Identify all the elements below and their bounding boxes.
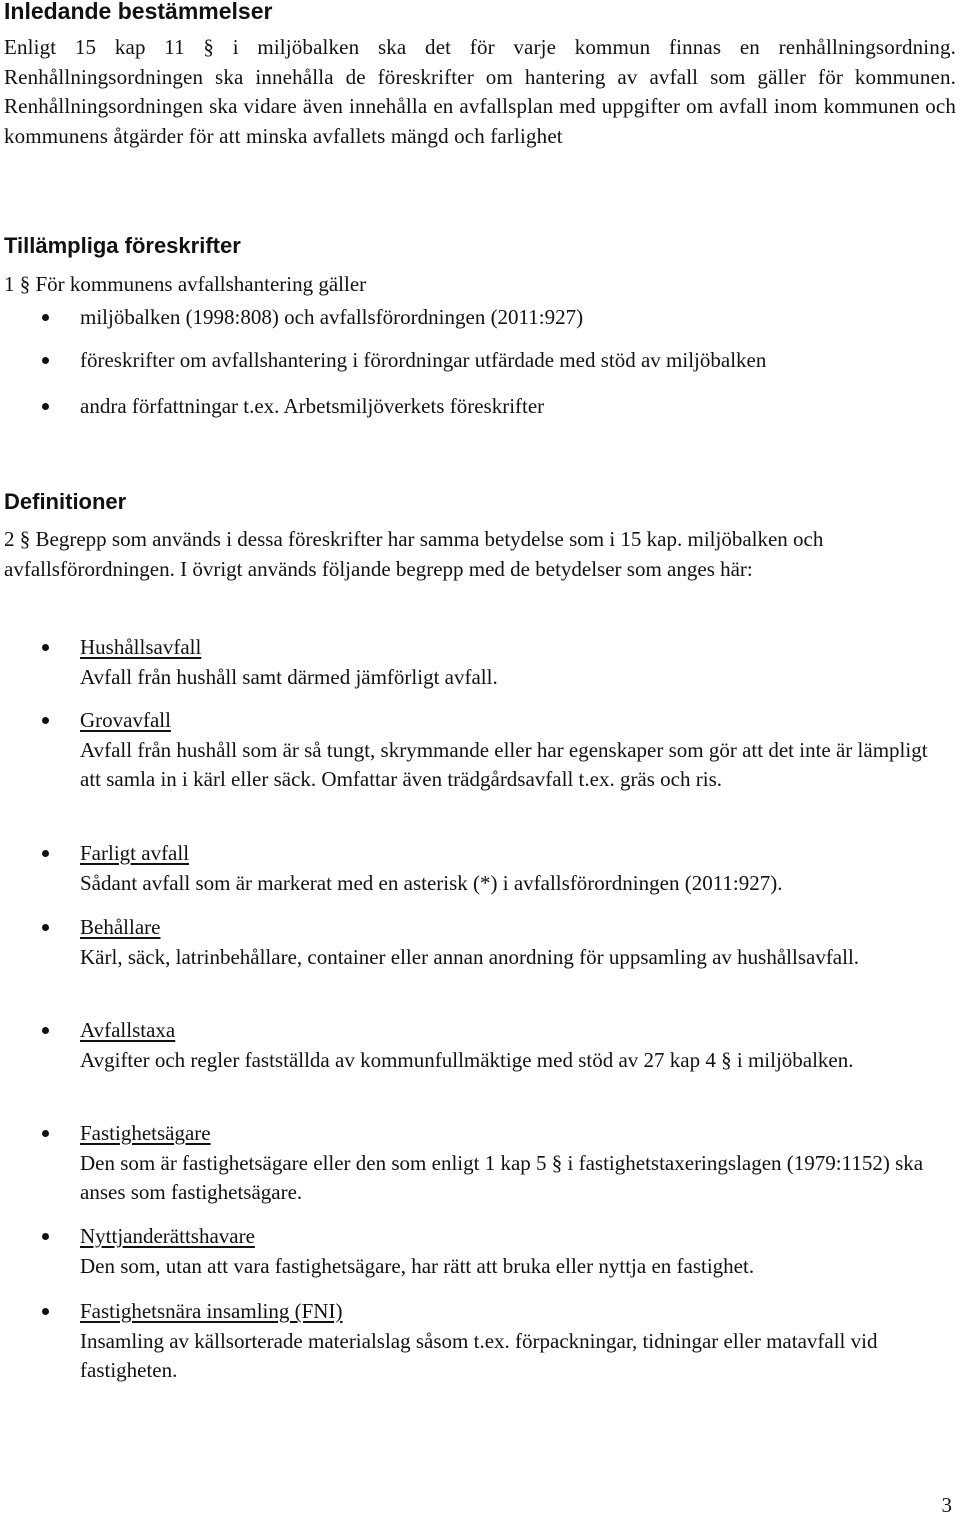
bullet-icon — [42, 1233, 49, 1240]
definition-text: Sådant avfall som är markerat med en asterisk (*) i avfallsförordningen (2011:927). — [80, 870, 783, 895]
bullet-icon — [42, 403, 49, 410]
section-heading-definitions: Definitioner — [4, 489, 127, 514]
applicable-lead: 1 § För kommunens avfallshantering gäller — [4, 272, 367, 296]
definition-term: Fastighetsägare — [80, 1121, 211, 1145]
bullet-icon — [42, 644, 49, 651]
bullet-icon — [42, 357, 49, 364]
definition-term: Grovavfall — [80, 708, 171, 732]
definition-term: Hushållsavfall — [80, 635, 202, 659]
list-item-text: andra författningar t.ex. Arbetsmiljöverkets föreskrifter — [80, 394, 545, 418]
bullet-icon — [42, 314, 49, 321]
definition-term: Behållare — [80, 915, 161, 939]
list-item-text: miljöbalken (1998:808) och avfallsförordningen (2011:927) — [80, 305, 584, 329]
definition-text: Kärl, säck, latrinbehållare, container eller annan anordning för uppsamling av hushållsavfall. — [80, 944, 860, 969]
bullet-icon — [42, 717, 49, 724]
bullet-icon — [42, 1308, 49, 1315]
definition-text: Den som är fastighetsägare eller den som enligt 1 kap 5 § i fastighetstaxeringslagen (1979:1152) ska anses som fastighetsägare. — [80, 1150, 924, 1204]
bullet-icon — [42, 924, 49, 931]
bullet-icon — [42, 1130, 49, 1137]
bullet-icon — [42, 850, 49, 857]
definition-text: Avfall från hushåll som är så tungt, skrymmande eller har egenskaper som gör att det inte är lämpligt att samla in i kärl eller säck. Omfattar även trädgårdsavfall t.ex. gräs och ris. — [80, 737, 928, 791]
definition-term: Farligt avfall — [80, 841, 190, 865]
definition-text: Insamling av källsorterade materialslag såsom t.ex. förpackningar, tidningar eller matavfall vid fastigheten. — [80, 1328, 878, 1382]
bullet-icon — [42, 1027, 49, 1034]
definitions-lead: 2 § Begrepp som används i dessa föreskrifter har samma betydelse som i 15 kap. miljöbalken och avfallsförordningen. I övrigt används följande begrepp med de betydelser som anges här: — [4, 527, 824, 581]
intro-paragraph: Enligt 15 kap 11 § i miljöbalken ska det för varje kommun finnas en renhållningsordning. Renhållningsordningen ska innehålla de föreskrifter om hantering av avfall som gäller för kommunen. Renhållningsordningen ska vidare även innehålla en avfallsplan med uppgifter om avfall inom kommunen och kommunens åtgärder för att minska avfallets mängd och farlighet — [4, 35, 956, 148]
section-heading-applicable: Tillämpliga föreskrifter — [4, 233, 241, 258]
definition-text: Avfall från hushåll samt därmed jämförligt avfall. — [80, 664, 498, 689]
list-item-text: föreskrifter om avfallshantering i förordningar utfärdade med stöd av miljöbalken — [80, 348, 767, 372]
section-heading-intro: Inledande bestämmelser — [4, 0, 273, 24]
definition-text: Avgifter och regler fastställda av kommunfullmäktige med stöd av 27 kap 4 § i miljöbalken. — [80, 1047, 854, 1072]
page-number: 3 — [941, 1493, 952, 1517]
definition-term: Avfallstaxa — [80, 1018, 176, 1042]
definition-term: Nyttjanderättshavare — [80, 1224, 255, 1248]
definition-text: Den som, utan att vara fastighetsägare, har rätt att bruka eller nyttja en fastighet. — [80, 1253, 755, 1278]
definition-term: Fastighetsnära insamling (FNI) — [80, 1299, 343, 1323]
